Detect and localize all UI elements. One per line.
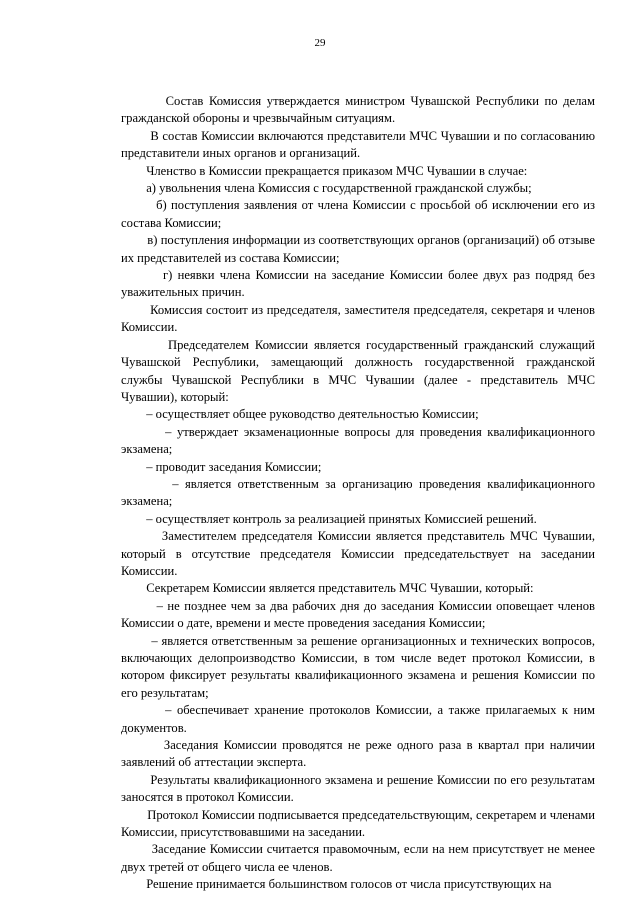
paragraph-11: – утверждает экзаменационные вопросы для проведения квалификационного экзамена; bbox=[121, 424, 595, 457]
paragraph-16: Секретарем Комиссии является представитель МЧС Чувашии, который: bbox=[121, 581, 534, 596]
paragraph-19: – обеспечивает хранение протоколов Комиссии, а также прилагаемых к ним документов. bbox=[121, 703, 595, 735]
paragraph-24: Решение принимается большинством голосов от числа присутствующих на bbox=[121, 877, 552, 892]
paragraph-15: Заместителем председателя Комиссии является представитель МЧС Чувашии, который в отсутствие председателя Комиссии председательствует на заседании Комиссии. bbox=[121, 529, 595, 578]
paragraph-22: Протокол Комиссии подписывается председательствующим, секретарем и членами Комиссии, присутствовавшими на заседании. bbox=[121, 807, 595, 840]
paragraph-14: – осуществляет контроль за реализацией принятых Комиссией решений. bbox=[121, 511, 537, 526]
page-number: 29 bbox=[314, 37, 326, 49]
paragraph-5: б) поступления заявления от члена Комиссии с просьбой об исключении его из состава Комиссии; bbox=[121, 198, 595, 230]
paragraph-6: в) поступления информации из соответствующих органов (организаций) об отзыве их представителей из состава Комиссии; bbox=[121, 233, 595, 265]
paragraph-2: В состав Комиссии включаются представители МЧС Чувашии и по согласованию представители иных органов и организаций. bbox=[121, 128, 595, 161]
paragraph-8: Комиссия состоит из председателя, заместителя председателя, секретаря и членов Комиссии. bbox=[121, 302, 595, 335]
document-body bbox=[121, 93, 595, 894]
paragraph-9: Председателем Комиссии является государственный гражданский служащий Чувашской Республики, замещающий должность государственной гражданской службы Чувашской Республики в МЧС Чувашии (далее - представитель МЧС Чувашии), который: bbox=[121, 337, 595, 404]
paragraph-7: г) неявки члена Комиссии на заседание Комиссии более двух раз подряд без уважительных причин. bbox=[121, 268, 595, 300]
paragraph-20: Заседания Комиссии проводятся не реже одного раза в квартал при наличии заявлений об аттестации эксперта. bbox=[121, 738, 595, 770]
paragraph-18: – является ответственным за решение организационных и технических вопросов, включающих делопроизводство Комиссии, в том числе ведет протокол Комиссии, в котором фиксирует результаты квалификационного экзамена и решения Комиссии по его результатам; bbox=[121, 633, 595, 700]
paragraph-4: а) увольнения члена Комиссия с государственной гражданской службы; bbox=[121, 181, 532, 196]
paragraph-13: – является ответственным за организацию проведения квалификационного экзамена; bbox=[121, 476, 595, 509]
paragraph-1: Состав Комиссия утверждается министром Чувашской Республики по делам гражданской обороны и чрезвычайным ситуациям. bbox=[121, 94, 595, 126]
paragraph-10: – осуществляет общее руководство деятельностью Комиссии; bbox=[121, 407, 479, 422]
paragraph-23: Заседание Комиссии считается правомочным, если на нем присутствует не менее двух третей от общего числа ее членов. bbox=[121, 842, 595, 874]
paragraph-21: Результаты квалификационного экзамена и решение Комиссии по его результатам заносятся в протокол Комиссии. bbox=[121, 772, 595, 805]
paragraph-3: Членство в Комиссии прекращается приказом МЧС Чувашии в случае: bbox=[121, 163, 528, 178]
paragraph-17: – не позднее чем за два рабочих дня до заседания Комиссии оповещает членов Комиссии о дате, времени и месте проведения заседания Комиссии; bbox=[121, 598, 595, 631]
paragraph-12: – проводит заседания Комиссии; bbox=[121, 459, 322, 474]
